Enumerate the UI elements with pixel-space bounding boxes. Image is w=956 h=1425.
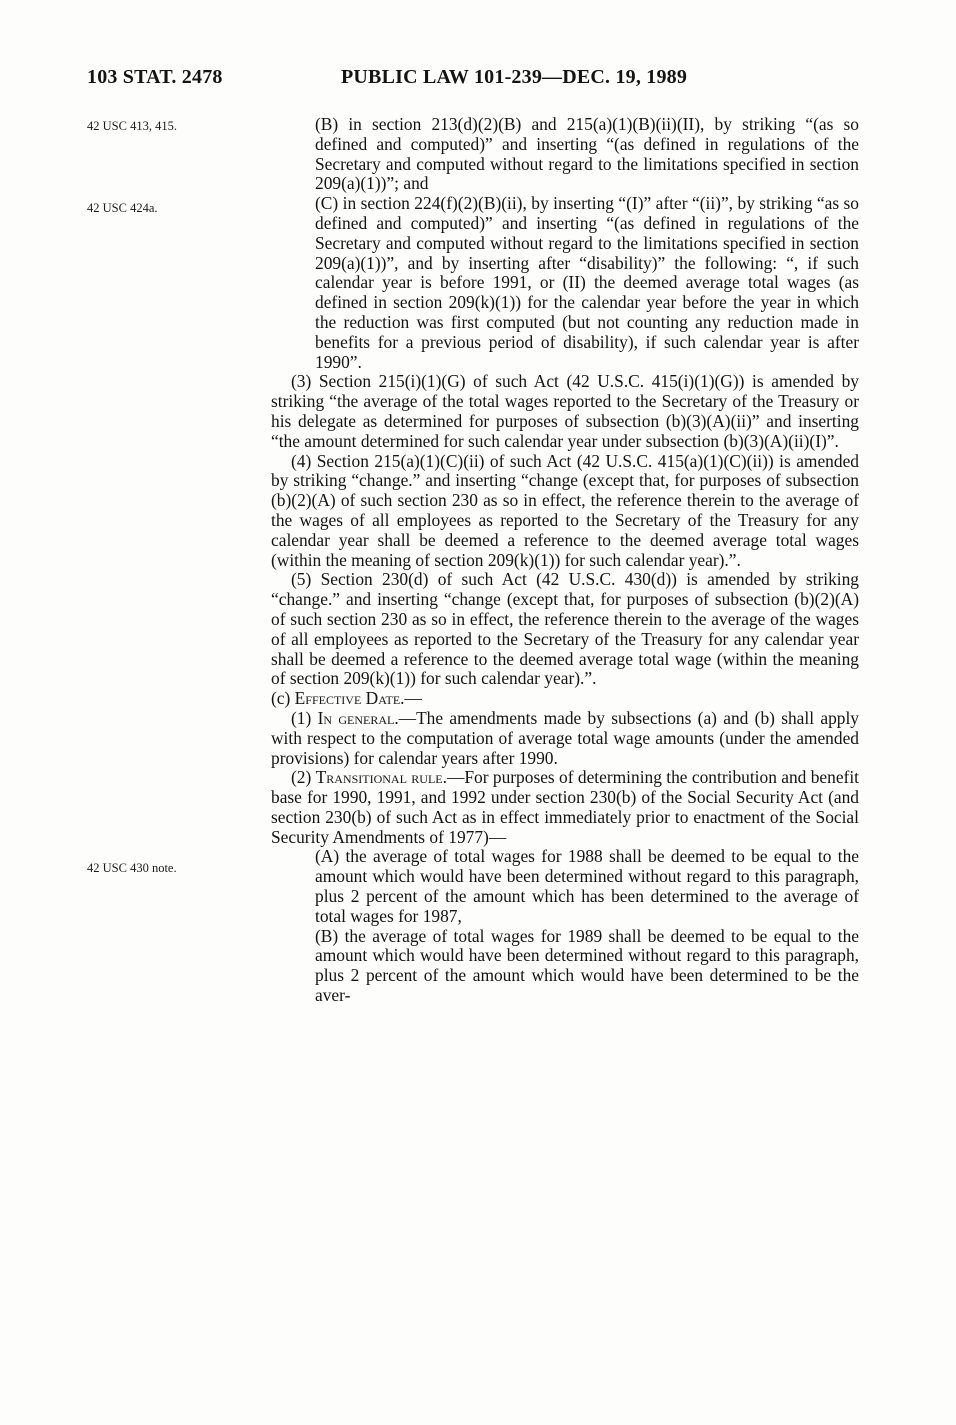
transitional-label: (2) — [291, 767, 316, 788]
general-text: —The amendments made by subsections (a) and (b) shall apply with respect to the computation of average total wage amounts (under the amended provisions) for calendar years after 1990. — [271, 707, 859, 768]
clause-a: (A) the average of total wages for 1988 shall be deemed to be equal to the amount which would have been determined without regard to this paragraph, plus 2 percent of the amount which has been determined to the average of total wages for 1987, — [315, 846, 859, 926]
paragraph-3: (3) Section 215(i)(1)(G) of such Act (42 U.S.C. 415(i)(1)(G)) is amended by striking “the average of the total wages reported to the Secretary of the Treasury or his delegate as determined for purposes of subsection (b)(3)(A)(ii)” and inserting “the amount determined for such calendar year under subsection (b)(3)(A)(ii)(I)”. — [271, 371, 859, 451]
paragraph-5: (5) Section 230(d) of such Act (42 U.S.C. 430(d)) is amended by striking “change.” and inserting “change (except that, for purposes of subsection (b)(2)(A) of such section 230 as so in effect, the reference therein to the average of the wages of all employees as reported to the Secretary of the Treasury for any calendar year shall be deemed a reference to the deemed average total wage (within the meaning of section 209(k)(1)) for such calendar year).”. — [271, 569, 859, 689]
effective-date-heading: Effective Date.— — [294, 688, 422, 709]
paragraph-transitional — [271, 768, 859, 847]
margin-note-413: 42 USC 413, 415. — [87, 119, 177, 133]
paragraph-b: (B) in section 213(d)(2)(B) and 215(a)(1)(B)(ii)(II), by striking “(as so defined and computed)” and inserting “(as defined in regulations of the Secretary and computed without regard to the limitations specified in section 209(a)(1))”; and — [315, 114, 859, 194]
page-header — [87, 66, 860, 96]
statute-page-number: 103 STAT. 2478 — [87, 66, 223, 88]
margin-note-424a: 42 USC 424a. — [87, 201, 158, 215]
paragraph-4: (4) Section 215(a)(1)(C)(ii) of such Act (42 U.S.C. 415(a)(1)(C)(ii)) is amended by striking “change.” and inserting “change (except that, for purposes of subsection (b)(2)(A) of such section 230 as so in effect, the reference therein to the average of the wages of all employees as reported to the Secretary of the Treasury for any calendar year shall be deemed a reference to the deemed average total wages (within the meaning of section 209(k)(1)) for such calendar year).”. — [271, 450, 859, 570]
margin-note-430: 42 USC 430 note. — [87, 861, 177, 875]
clause-b: (B) the average of total wages for 1989 shall be deemed to be equal to the amount which would have been determined without regard to this paragraph, plus 2 percent of the amount which would have been determined to be the aver- — [315, 925, 859, 1006]
in-general-heading: In general. — [317, 707, 399, 728]
public-law-title: PUBLIC LAW 101-239—DEC. 19, 1989 — [341, 66, 688, 88]
general-label: (1) — [291, 707, 318, 728]
body-text — [271, 115, 859, 1006]
paragraph-c: (C) in section 224(f)(2)(B)(ii), by inserting “(I)” after “(ii)”, by striking “as so defined and computed)” and inserting “(as defined in regulations of the Secretary and computed without regard to the limitations specified in section 209(a)(1))”, and by inserting after “disability)” the following: “, if such calendar year is before 1991, or (II) the deemed average total wages (as defined in section 209(k)(1)) for the calendar year before the year in which the reduction was first computed (but not counting any reduction made in benefits for a previous period of disability), if such calendar year is after 1990”. — [315, 193, 859, 372]
transitional-rule-heading: Transitional rule. — [315, 767, 447, 788]
paragraph-general — [271, 709, 859, 768]
subsection-c-heading — [271, 689, 859, 709]
transitional-text: —For purposes of determining the contribution and benefit base for 1990, 1991, and 1992 under section 230(b) of the Social Security Act (and section 230(b) of such Act as in effect immediately prior to enactment of the Social Security Amendments of 1977)— — [271, 767, 859, 847]
subsection-c-label: (c) — [271, 688, 295, 709]
